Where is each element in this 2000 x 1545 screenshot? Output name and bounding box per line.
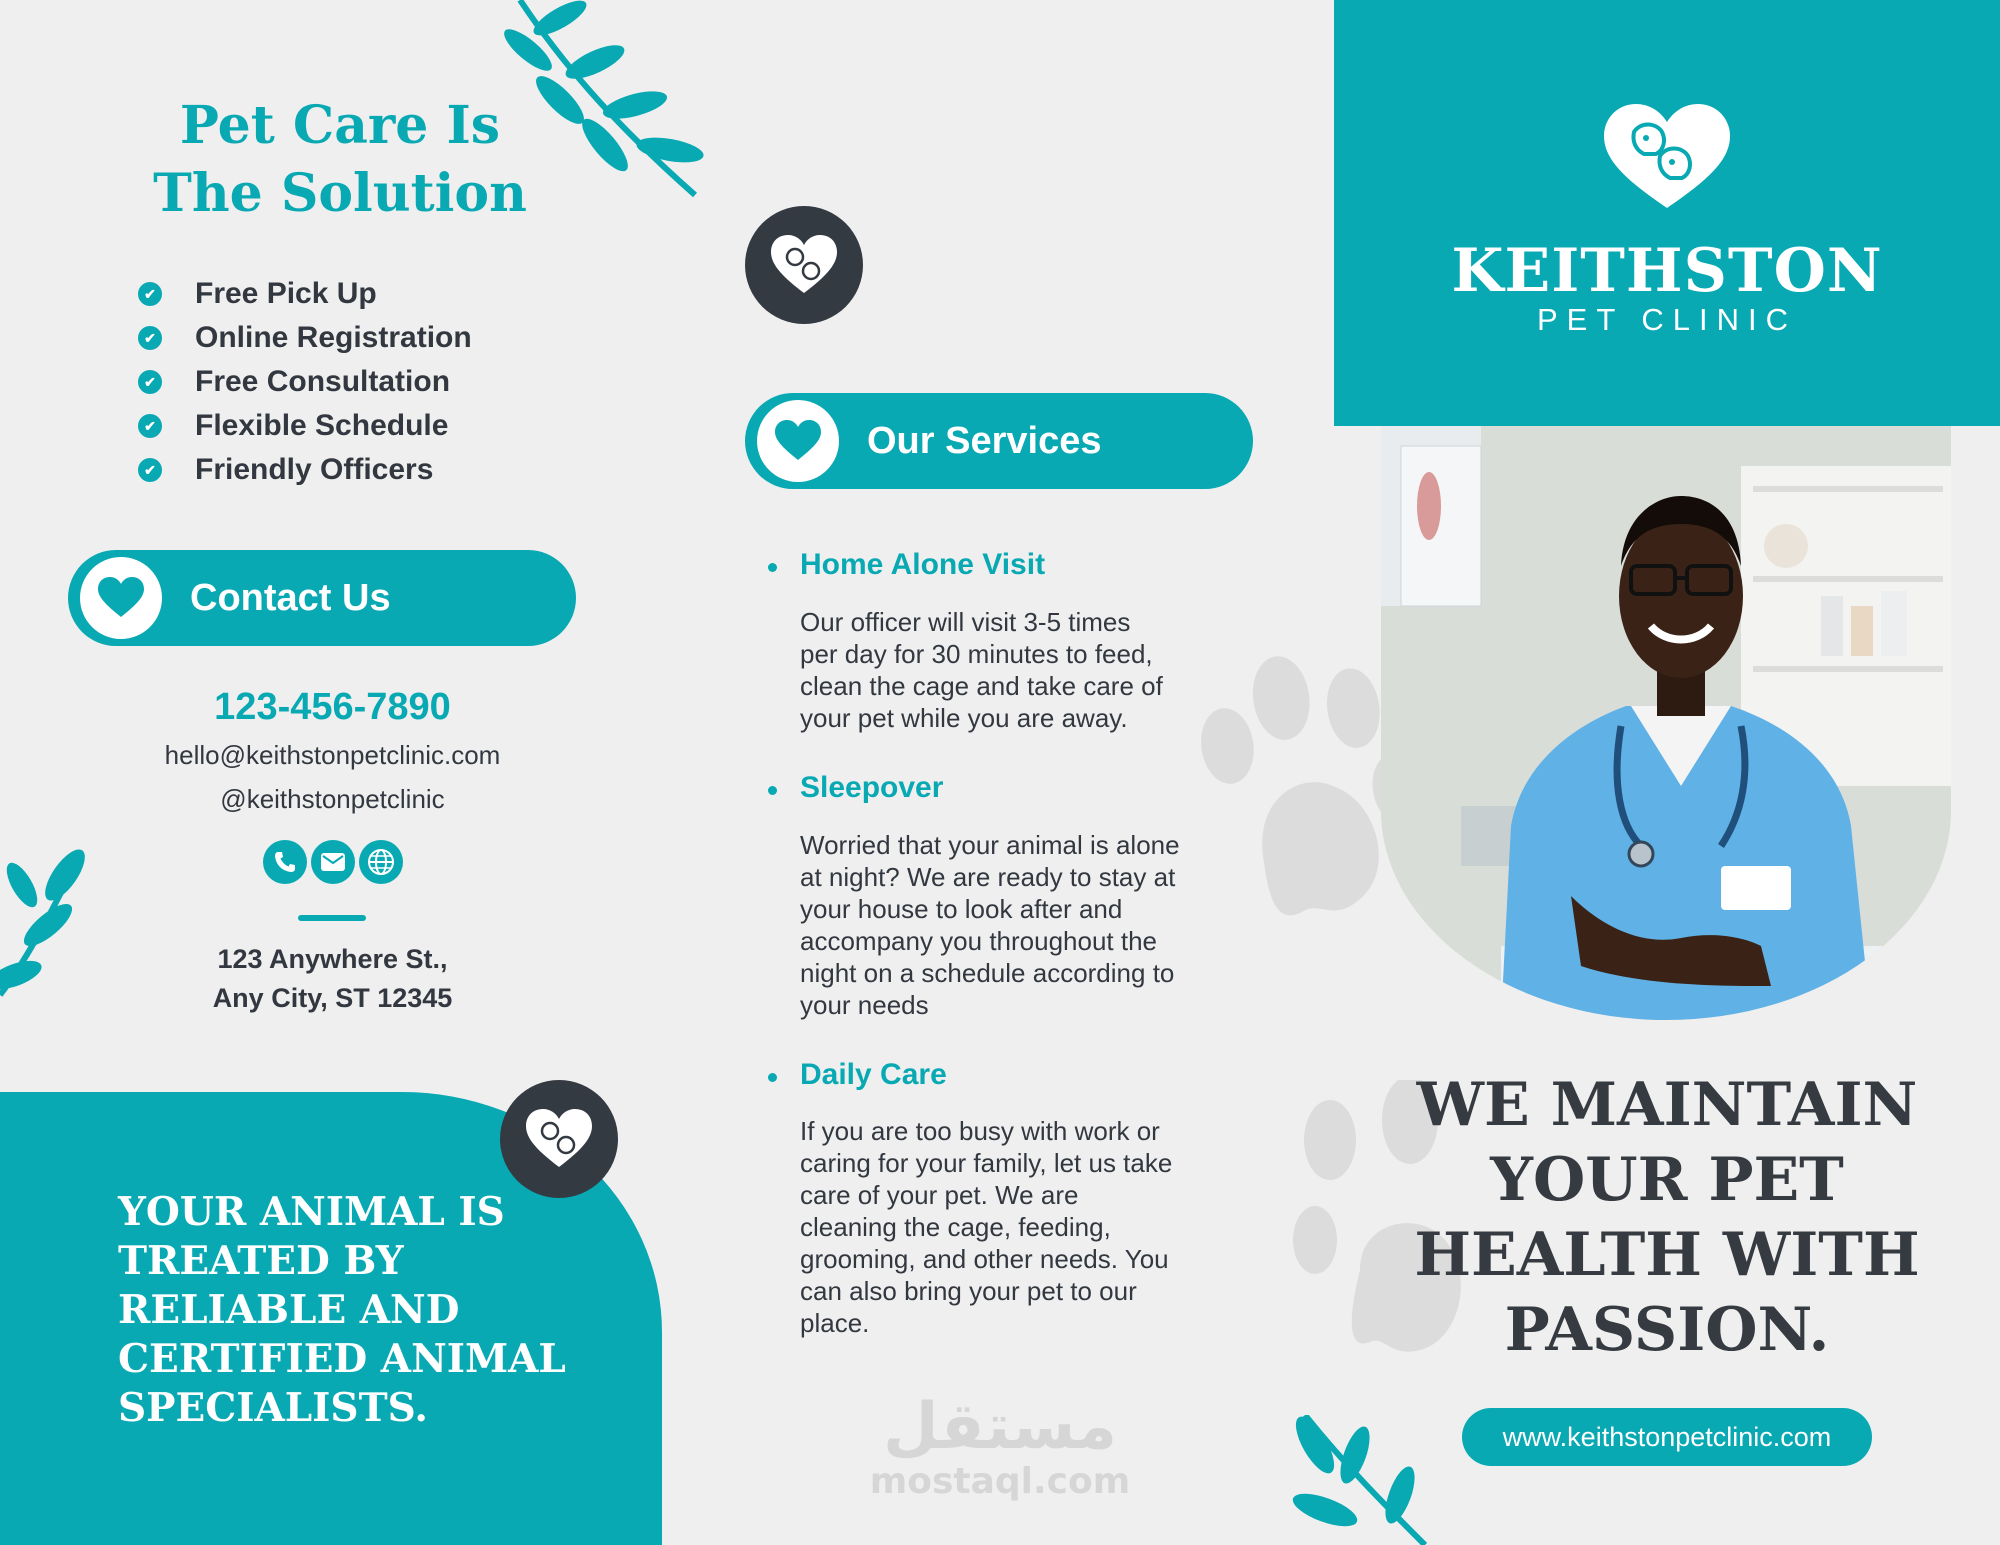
description-line: at night? We are ready to stay at — [800, 862, 1176, 892]
description-line: Worried that your animal is alone — [800, 830, 1180, 860]
divider — [298, 915, 366, 921]
bullet-icon — [768, 1073, 777, 1082]
social-handle[interactable]: @keithstonpetclinic — [220, 784, 445, 814]
description-line: can also bring your pet to our — [800, 1276, 1137, 1306]
features-list — [138, 272, 472, 492]
headline — [1334, 1068, 2000, 1368]
leaf-branch-left-decoration — [0, 845, 90, 1005]
feature-item — [138, 448, 472, 492]
watermark — [860, 1392, 1140, 1502]
description-line: Our officer will visit 3-5 times — [800, 607, 1131, 637]
check-icon: ✔ — [138, 326, 162, 350]
pet-heart-logo-icon — [1604, 104, 1730, 210]
brand-name: KEITHSTON — [1451, 236, 1883, 306]
address-line: Any City, ST 12345 — [212, 983, 453, 1013]
check-icon: ✔ — [138, 458, 162, 482]
bullet-icon — [768, 786, 777, 795]
description-line: place. — [800, 1308, 870, 1338]
pet-heart-logo-badge — [500, 1080, 618, 1198]
tagline-line: RELIABLE AND — [118, 1287, 460, 1333]
watermark-latin: mostaql.com — [869, 1461, 1131, 1502]
feature-label: Free Pick Up — [195, 277, 377, 310]
tagline-text — [118, 1188, 578, 1433]
service-description — [800, 1115, 1220, 1339]
feature-item — [138, 404, 472, 448]
feature-item — [138, 316, 472, 360]
service-description — [800, 829, 1220, 1021]
feature-item — [138, 360, 472, 404]
leaf-branch-bottom-decoration — [1285, 1415, 1445, 1545]
check-icon: ✔ — [138, 370, 162, 394]
heart-icon — [80, 557, 162, 639]
pet-heart-logo-badge — [745, 206, 863, 324]
headline-line: HEALTH WITH — [1414, 1220, 1920, 1290]
left-panel-title — [90, 92, 590, 228]
veterinarian-photo — [1381, 426, 1951, 1020]
headline-line: YOUR PET — [1490, 1145, 1844, 1215]
check-icon: ✔ — [138, 282, 162, 306]
service-title: Sleepover — [800, 771, 944, 804]
service-description — [800, 606, 1220, 734]
tagline-line: CERTIFIED ANIMAL — [118, 1336, 566, 1382]
heart-icon — [757, 400, 839, 482]
description-line: clean the cage and take care of — [800, 671, 1163, 701]
address-line: 123 Anywhere St., — [217, 944, 448, 974]
phone-icon[interactable] — [263, 840, 307, 884]
brand-header — [1334, 0, 2000, 426]
check-icon: ✔ — [138, 414, 162, 438]
description-line: care of your pet. We are — [800, 1180, 1079, 1210]
watermark-arabic: مستقل — [882, 1390, 1118, 1464]
pet-heart-icon — [526, 1109, 592, 1169]
contact-us-banner — [68, 550, 576, 646]
brand-subtitle: PET CLINIC — [1537, 302, 1797, 337]
feature-label: Free Consultation — [195, 365, 451, 398]
bullet-icon — [768, 563, 777, 572]
title-line: Pet Care Is — [179, 95, 501, 156]
globe-icon[interactable] — [359, 840, 403, 884]
tagline-line: SPECIALISTS. — [118, 1385, 428, 1431]
description-line: cleaning the cage, feeding, — [800, 1212, 1111, 1242]
headline-line: PASSION. — [1504, 1295, 1830, 1365]
description-line: night on a schedule according to — [800, 958, 1175, 988]
feature-label: Flexible Schedule — [195, 409, 449, 442]
feature-item — [138, 272, 472, 316]
phone-number[interactable]: 123-456-7890 — [214, 686, 451, 728]
pet-heart-icon — [771, 235, 837, 295]
description-line: accompany you throughout the — [800, 926, 1158, 956]
contact-us-label: Contact Us — [190, 576, 391, 619]
description-line: your pet while you are away. — [800, 703, 1128, 733]
description-line: per day for 30 minutes to feed, — [800, 639, 1153, 669]
description-line: caring for your family, let us take — [800, 1148, 1173, 1178]
service-title: Daily Care — [800, 1058, 947, 1091]
description-line: your needs — [800, 990, 929, 1020]
tagline-line: YOUR ANIMAL IS — [118, 1189, 505, 1235]
service-title: Home Alone Visit — [800, 548, 1046, 581]
description-line: grooming, and other needs. You — [800, 1244, 1169, 1274]
our-services-banner — [745, 393, 1253, 489]
website-link[interactable]: www.keithstonpetclinic.com — [1462, 1408, 1872, 1466]
mail-icon[interactable] — [311, 840, 355, 884]
description-line: If you are too busy with work or — [800, 1116, 1160, 1146]
contact-icons-row — [263, 840, 403, 884]
headline-line: WE MAINTAIN — [1416, 1070, 1918, 1140]
feature-label: Online Registration — [195, 321, 472, 354]
feature-label: Friendly Officers — [195, 453, 434, 486]
description-line: your house to look after and — [800, 894, 1123, 924]
email-address[interactable]: hello@keithstonpetclinic.com — [164, 740, 501, 770]
our-services-label: Our Services — [867, 419, 1102, 462]
tagline-line: TREATED BY — [118, 1238, 404, 1284]
title-line: The Solution — [153, 163, 527, 224]
postal-address — [90, 940, 575, 1018]
